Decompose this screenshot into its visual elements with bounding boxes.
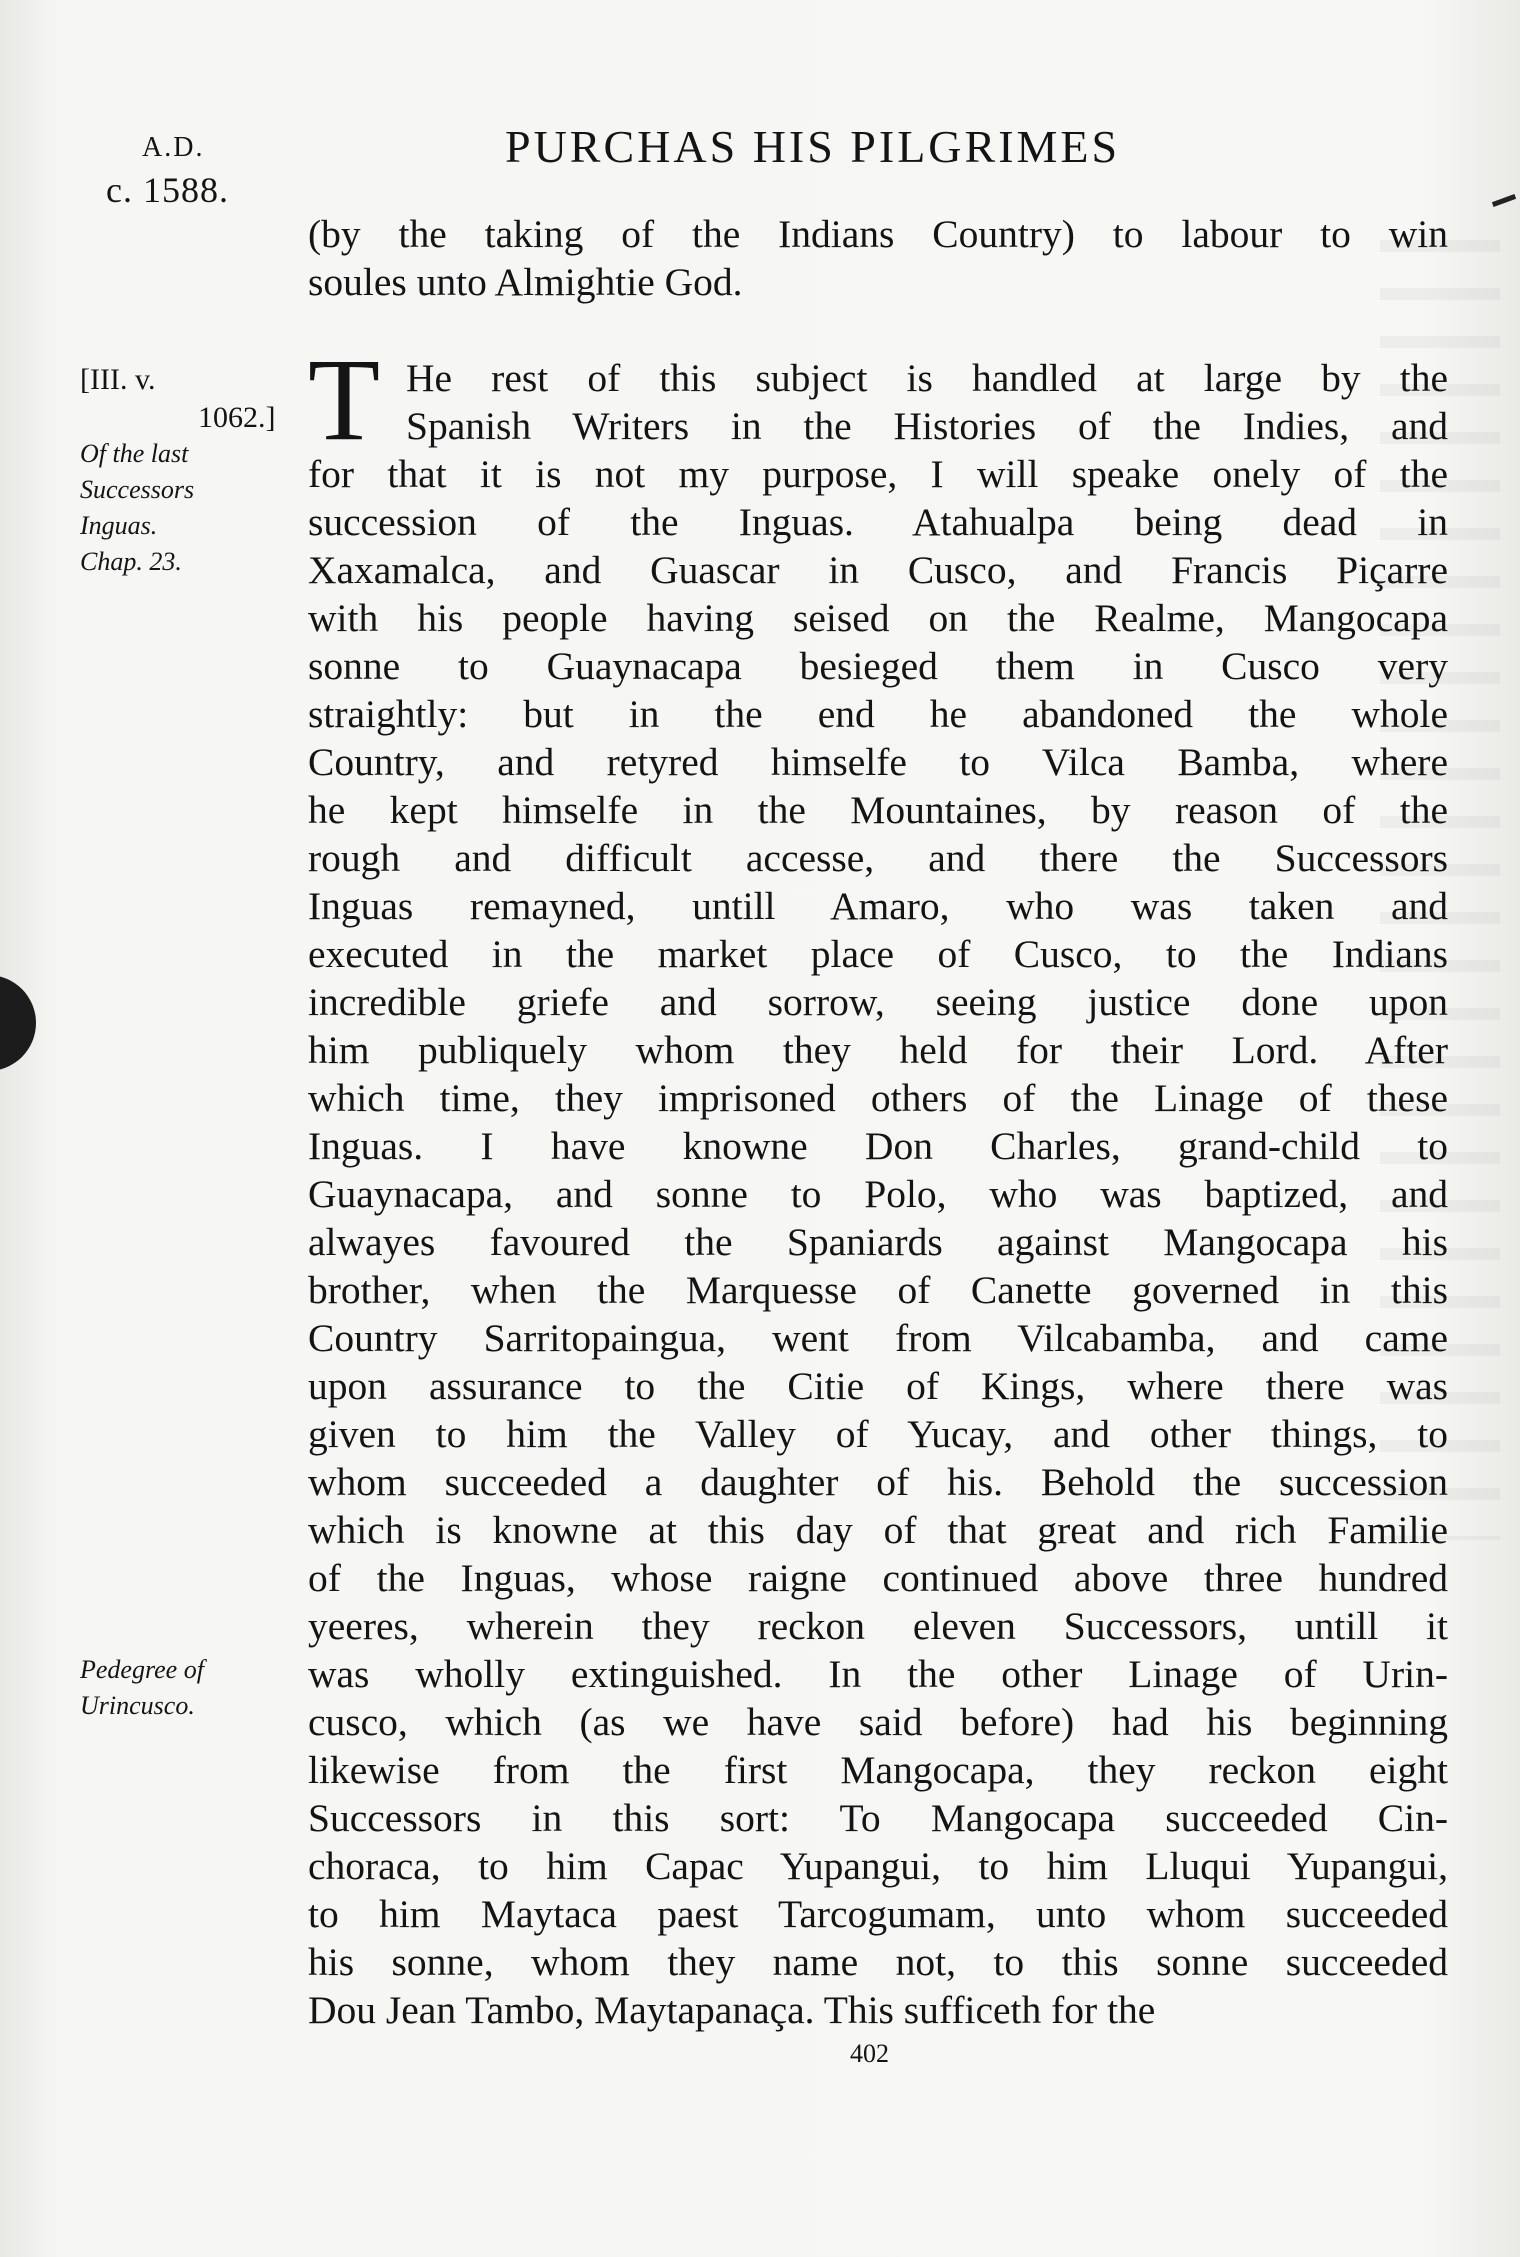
text-line: cusco, which (as we have said before) had his beginning: [308, 1700, 1448, 1744]
text-line: upon assurance to the Citie of Kings, where there was: [308, 1364, 1448, 1408]
margin-note-line: Chap. 23.: [80, 547, 182, 576]
text-line: soules unto Almightie God.: [308, 260, 743, 304]
text-line: Inguas remayned, untill Amaro, who was taken and: [308, 884, 1448, 928]
chapter-body: [308, 354, 1448, 2034]
page-title: PURCHAS HIS PILGRIMES: [505, 121, 1121, 172]
continuation-text: [308, 210, 1448, 306]
text-line: choraca, to him Capac Yupangui, to him Lluqui Yupangui,: [308, 1844, 1448, 1888]
drop-cap: T: [308, 334, 381, 465]
page-number: 402: [850, 2039, 889, 2068]
chapter-margin-note: [80, 436, 194, 580]
text-line: Dou Jean Tambo, Maytapanaça. This sufficeth for the: [308, 1988, 1156, 2032]
margin-note-line: Successors: [80, 475, 195, 504]
text-line: sonne to Guaynacapa besieged them in Cusco very: [308, 644, 1448, 688]
text-line: Spanish Writers in the Histories of the Indies, and: [406, 404, 1448, 448]
text-line: yeeres, wherein they reckon eleven Successors, untill it: [308, 1604, 1448, 1648]
text-line: brother, when the Marquesse of Canette governed in this: [308, 1268, 1448, 1312]
margin-note-line: Urincusco.: [80, 1691, 195, 1720]
text-line: Successors in this sort: To Mangocapa succeeded Cin-: [308, 1796, 1448, 1840]
text-line: with his people having seised on the Realme, Mangocapa: [308, 596, 1448, 640]
text-line: Xaxamalca, and Guascar in Cusco, and Francis Piçarre: [308, 548, 1448, 592]
margin-note-line: Inguas.: [80, 511, 158, 540]
text-line: to him Maytaca paest Tarcogumam, unto whom succeeded: [308, 1892, 1448, 1936]
text-line: succession of the Inguas. Atahualpa being dead in: [308, 500, 1448, 544]
text-line: incredible griefe and sorrow, seeing justice done upon: [308, 980, 1448, 1024]
margin-reference-volume: [III. v.: [80, 363, 156, 396]
text-line: he kept himselfe in the Mountaines, by reason of the: [308, 788, 1448, 832]
era-label: A.D.: [142, 132, 205, 163]
year-label: c. 1588.: [106, 170, 229, 210]
text-line: executed in the market place of Cusco, to the Indians: [308, 932, 1448, 976]
text-line: whom succeeded a daughter of his. Behold the succession: [308, 1460, 1448, 1504]
pedigree-margin-note: [80, 1652, 204, 1724]
text-line: Country, and retyred himselfe to Vilca Bamba, where: [308, 740, 1448, 784]
text-line: which time, they imprisoned others of the Linage of these: [308, 1076, 1448, 1120]
text-line: alwayes favoured the Spaniards against Mangocapa his: [308, 1220, 1448, 1264]
text-line: for that it is not my purpose, I will speake onely of the: [308, 452, 1448, 496]
text-line: Inguas. I have knowne Don Charles, grand-child to: [308, 1124, 1448, 1168]
text-line: of the Inguas, whose raigne continued above three hundred: [308, 1556, 1448, 1600]
text-line: him publiquely whom they held for their Lord. After: [308, 1028, 1448, 1072]
text-line: likewise from the first Mangocapa, they reckon eight: [308, 1748, 1448, 1792]
text-line: (by the taking of the Indians Country) to labour to win: [308, 212, 1448, 256]
text-line: He rest of this subject is handled at large by the: [406, 356, 1448, 400]
margin-reference-page: 1062.]: [198, 401, 276, 434]
text-line: Guaynacapa, and sonne to Polo, who was baptized, and: [308, 1172, 1448, 1216]
text-line: Country Sarritopaingua, went from Vilcabamba, and came: [308, 1316, 1448, 1360]
text-line: given to him the Valley of Yucay, and other things, to: [308, 1412, 1448, 1456]
text-line: which is knowne at this day of that great and rich Familie: [308, 1508, 1448, 1552]
text-line: was wholly extinguished. In the other Linage of Urin-: [308, 1652, 1448, 1696]
text-line: his sonne, whom they name not, to this sonne succeeded: [308, 1940, 1448, 1984]
margin-note-line: Of the last: [80, 439, 189, 468]
text-line: rough and difficult accesse, and there the Successors: [308, 836, 1448, 880]
margin-note-line: Pedegree of: [80, 1655, 204, 1684]
text-line: straightly: but in the end he abandoned the whole: [308, 692, 1448, 736]
